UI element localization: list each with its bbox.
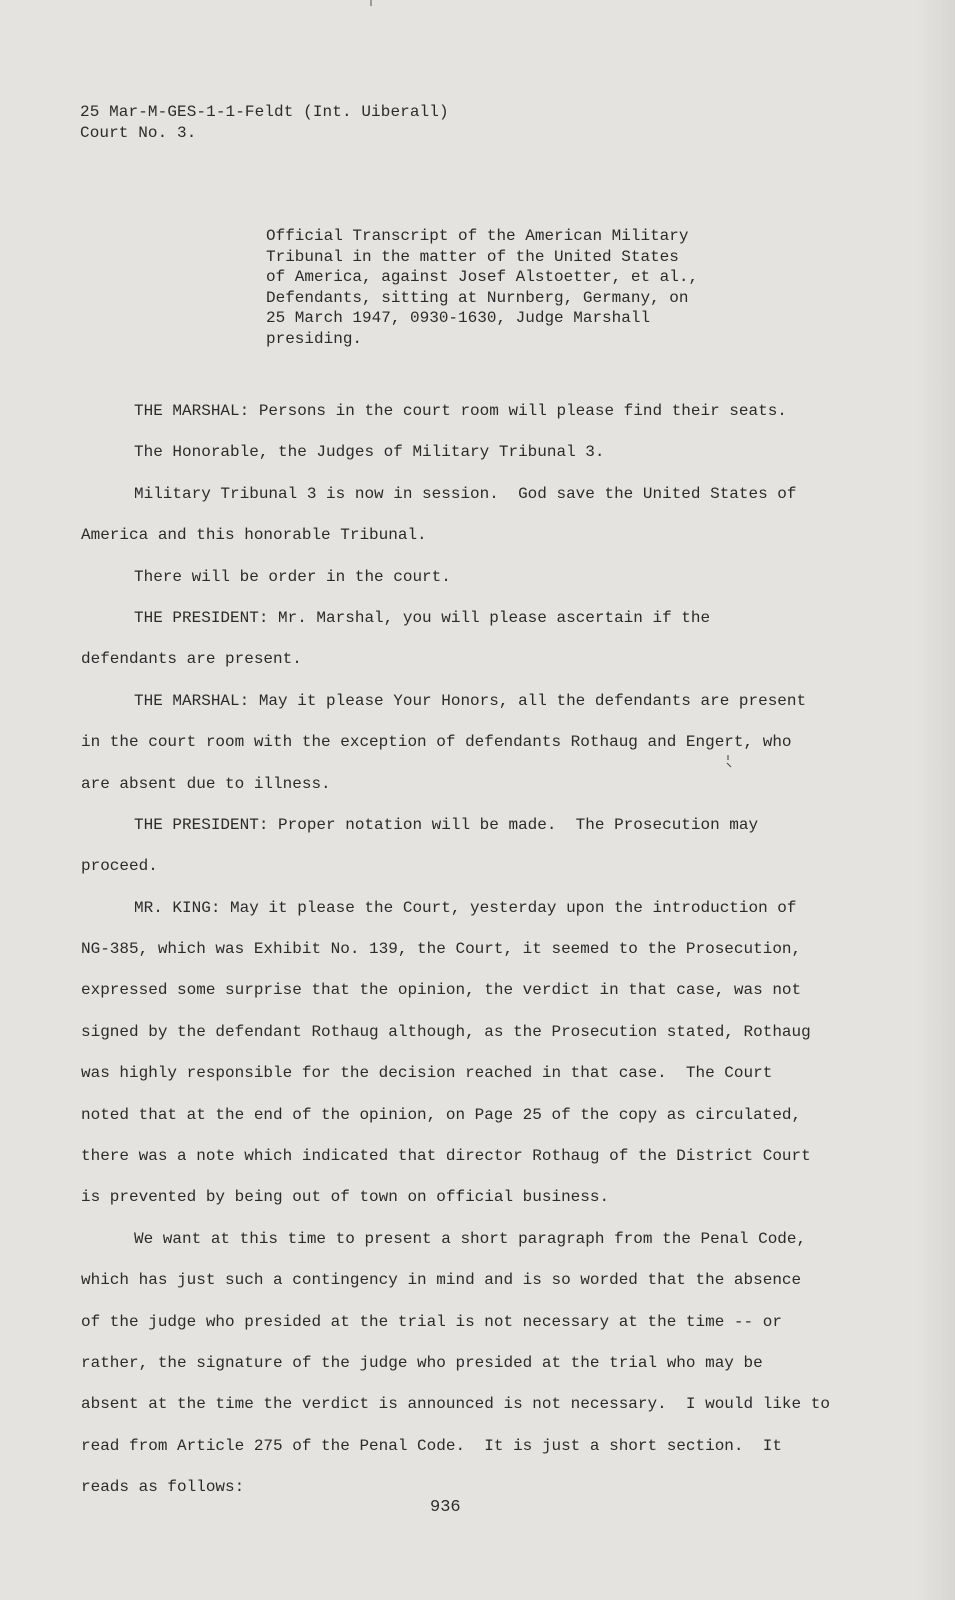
transcript-line: Military Tribunal 3 is now in session. God save the United States of xyxy=(134,484,797,503)
transcript-line: noted that at the end of the opinion, on Page 25 of the copy as circulated, xyxy=(81,1105,802,1124)
transcript-line: absent at the time the verdict is announced is not necessary. I would like to xyxy=(81,1395,830,1414)
transcript-line: MR. KING: May it please the Court, yesterday upon the introduction of xyxy=(134,898,797,917)
caption-line: of America, against Josef Alstoetter, et al., xyxy=(266,268,699,287)
transcript-line: which has just such a contingency in mind and is so worded that the absence xyxy=(81,1271,802,1290)
transcript-line: defendants are present. xyxy=(81,650,302,669)
transcript-line: THE PRESIDENT: Mr. Marshal, you will please ascertain if the xyxy=(134,608,711,627)
scan-mark xyxy=(370,0,372,6)
transcript-line: in the court room with the exception of defendants Rothaug and Engert, who xyxy=(81,733,792,752)
caption-line: Tribunal in the matter of the United States xyxy=(266,247,679,266)
transcript-line: of the judge who presided at the trial is not necessary at the time -- or xyxy=(81,1312,782,1331)
transcript-line: is prevented by being out of town on official business. xyxy=(81,1188,610,1207)
transcript-line: there was a note which indicated that director Rothaug of the District Court xyxy=(81,1147,811,1166)
transcript-line: read from Article 275 of the Penal Code. It is just a short section. It xyxy=(81,1436,782,1455)
transcript-line: was highly responsible for the decision reached in that case. The Court xyxy=(81,1064,773,1083)
transcript-caption xyxy=(266,226,786,350)
transcript-body xyxy=(81,391,871,1509)
transcript-line: There will be order in the court. xyxy=(134,567,451,586)
transcript-line: signed by the defendant Rothaug although, as the Prosecution stated, Rothaug xyxy=(81,1022,811,1041)
transcript-line: proceed. xyxy=(81,857,158,876)
document-header xyxy=(80,102,449,144)
transcript-line: THE MARSHAL: May it please Your Honors, all the defendants are present xyxy=(134,691,807,710)
caption-line: 25 March 1947, 0930-1630, Judge Marshall xyxy=(266,309,651,328)
page-edge-shadow xyxy=(917,0,955,1600)
caption-line: presiding. xyxy=(266,329,363,348)
caption-line: Defendants, sitting at Nurnberg, Germany, on xyxy=(266,288,689,307)
caption-line: Official Transcript of the American Military xyxy=(266,227,689,245)
transcript-line: The Honorable, the Judges of Military Tribunal 3. xyxy=(134,443,605,462)
transcript-line: reads as follows: xyxy=(81,1478,245,1497)
transcript-line: rather, the signature of the judge who presided at the trial who may be xyxy=(81,1353,763,1372)
transcript-line: THE MARSHAL: Persons in the court room will please find their seats. xyxy=(134,402,787,420)
transcript-line: are absent due to illness. xyxy=(81,774,331,793)
ink-speck xyxy=(726,754,732,768)
transcript-line: NG-385, which was Exhibit No. 139, the Court, it seemed to the Prosecution, xyxy=(81,940,802,959)
transcript-line: America and this honorable Tribunal. xyxy=(81,526,427,545)
transcript-line: expressed some surprise that the opinion, the verdict in that case, was not xyxy=(81,981,802,1000)
transcript-line: We want at this time to present a short paragraph from the Penal Code, xyxy=(134,1229,807,1248)
transcript-line: THE PRESIDENT: Proper notation will be made. The Prosecution may xyxy=(134,815,759,834)
page-number: 936 xyxy=(430,1498,461,1517)
header-court: Court No. 3. xyxy=(80,124,197,142)
header-reference: 25 Mar-M-GES-1-1-Feldt (Int. Uiberall) xyxy=(80,103,449,121)
